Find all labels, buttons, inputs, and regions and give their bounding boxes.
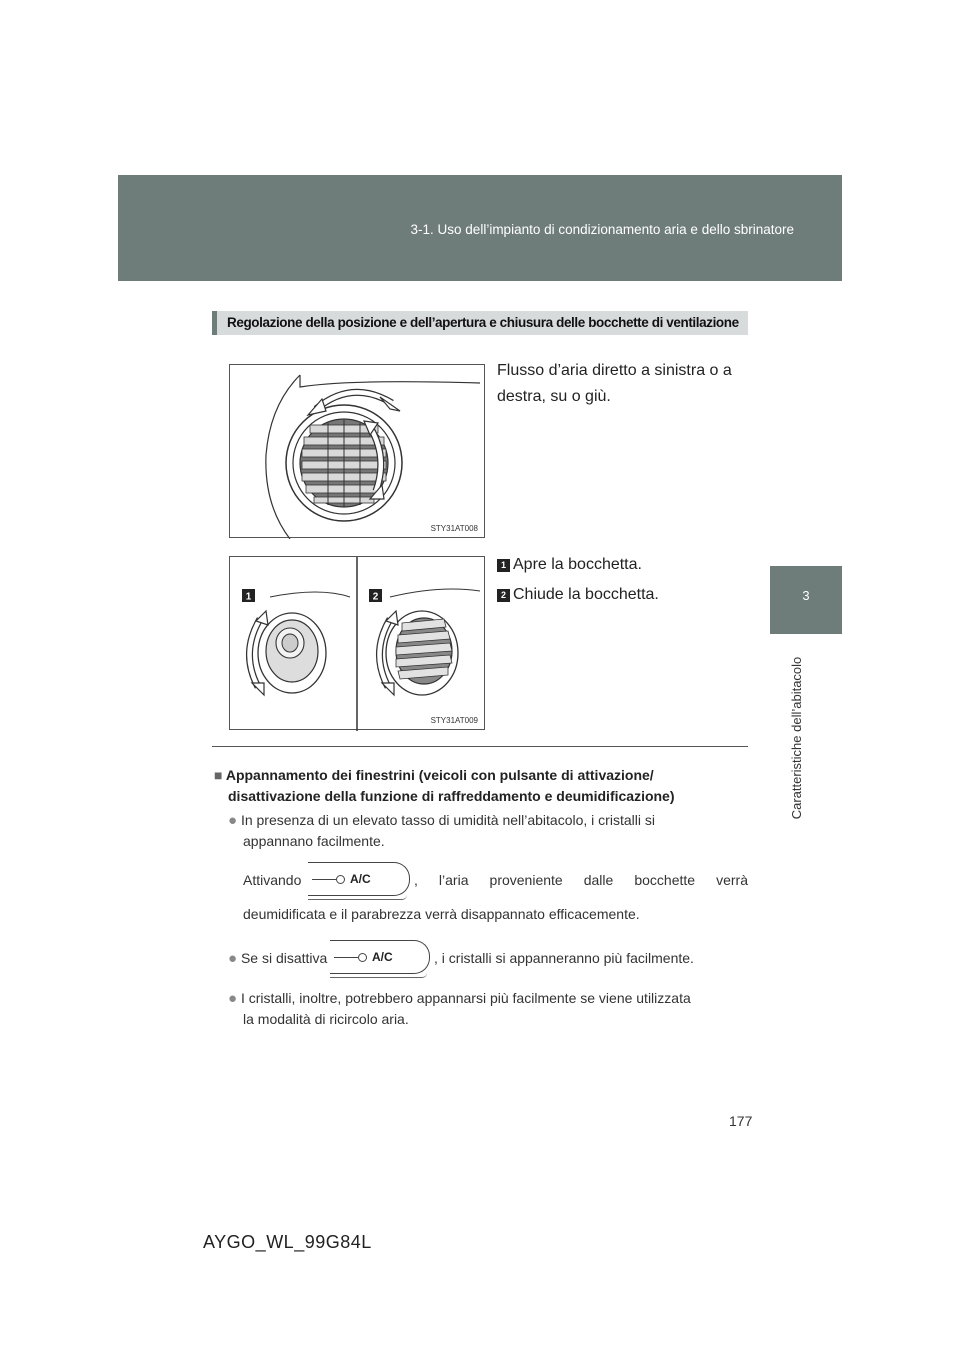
note-text: la modalità di ricircolo aria. <box>243 1011 409 1027</box>
note-text: appannano facilmente. <box>243 833 385 849</box>
page-number: 177 <box>729 1113 753 1129</box>
note-text: deumidificata e il parabrezza verrà disappannato efficacemente. <box>243 906 640 922</box>
chapter-side-label <box>789 648 807 828</box>
svg-text:2: 2 <box>372 591 379 603</box>
circle-bullet-icon: ● <box>228 950 238 967</box>
note-text: Attivando <box>243 872 302 888</box>
note-text: , l’aria proveniente dalle bocchette verrà <box>414 872 748 888</box>
note-bullet-1 <box>228 810 748 852</box>
item-number-badge: 1 <box>497 559 510 572</box>
ac-button-label: A/C <box>350 872 371 886</box>
ac-button-icon <box>308 862 410 896</box>
item-number-badge: 2 <box>497 589 510 602</box>
vent-direction-illustration <box>230 365 486 539</box>
caption-line: destra, su o giù. <box>497 388 611 405</box>
caption-item-close <box>497 582 659 608</box>
figure-code: STY31AT008 <box>430 524 478 533</box>
chapter-tab <box>770 566 842 634</box>
chapter-title: 3-1. Uso dell’impianto di condizionamento aria e dello sbrinatore <box>410 222 794 237</box>
chapter-tab-number: 3 <box>802 588 810 603</box>
note-text: , i cristalli si appanneranno più facilmente. <box>434 950 694 966</box>
note-bullet-2 <box>228 948 327 969</box>
vent-direction-caption <box>497 358 732 410</box>
note-text: In presenza di un elevato tasso di umidità nell’abitacolo, i cristalli si <box>240 812 655 828</box>
note-heading-line2: disattivazione della funzione di raffreddamento e deumidificazione) <box>228 788 675 804</box>
header-band <box>118 175 842 281</box>
document-code: AYGO_WL_99G84L <box>203 1232 372 1252</box>
ac-button-icon <box>330 940 430 974</box>
ac-button-label: A/C <box>372 950 393 964</box>
note-heading-line1: Appannamento dei finestrini (veicoli con pulsante di attivazione/ <box>225 767 654 783</box>
note-text: I cristalli, inoltre, potrebbero appannarsi più facilmente se viene utilizzata <box>240 990 691 1006</box>
caption-item-text: Chiude la bocchetta. <box>513 586 659 603</box>
caption-item-text: Apre la bocchetta. <box>513 556 642 573</box>
svg-text:1: 1 <box>245 591 252 603</box>
vent-open-close-caption <box>497 552 659 608</box>
chapter-side-label-text: Caratteristiche dell’abitacolo <box>789 656 804 820</box>
caption-item-open <box>497 552 659 578</box>
vent-open-close-illustration <box>230 557 486 731</box>
section-heading-text: Regolazione della posizione e dell’apertura e chiusura delle bocchette di ventilazione <box>227 315 739 330</box>
circle-bullet-icon: ● <box>228 990 238 1007</box>
note-heading <box>214 765 746 807</box>
note-text: Se si disattiva <box>240 950 328 966</box>
vent-open-close-figure <box>229 556 485 730</box>
circle-bullet-icon: ● <box>228 812 238 829</box>
vent-direction-figure <box>229 364 485 538</box>
square-bullet-icon: ■ <box>214 767 223 783</box>
section-heading <box>212 311 748 335</box>
note-bullet-3 <box>228 988 748 1030</box>
section-divider <box>212 746 748 747</box>
figure-code: STY31AT009 <box>430 716 478 725</box>
caption-line: Flusso d’aria diretto a sinistra o a <box>497 362 732 379</box>
